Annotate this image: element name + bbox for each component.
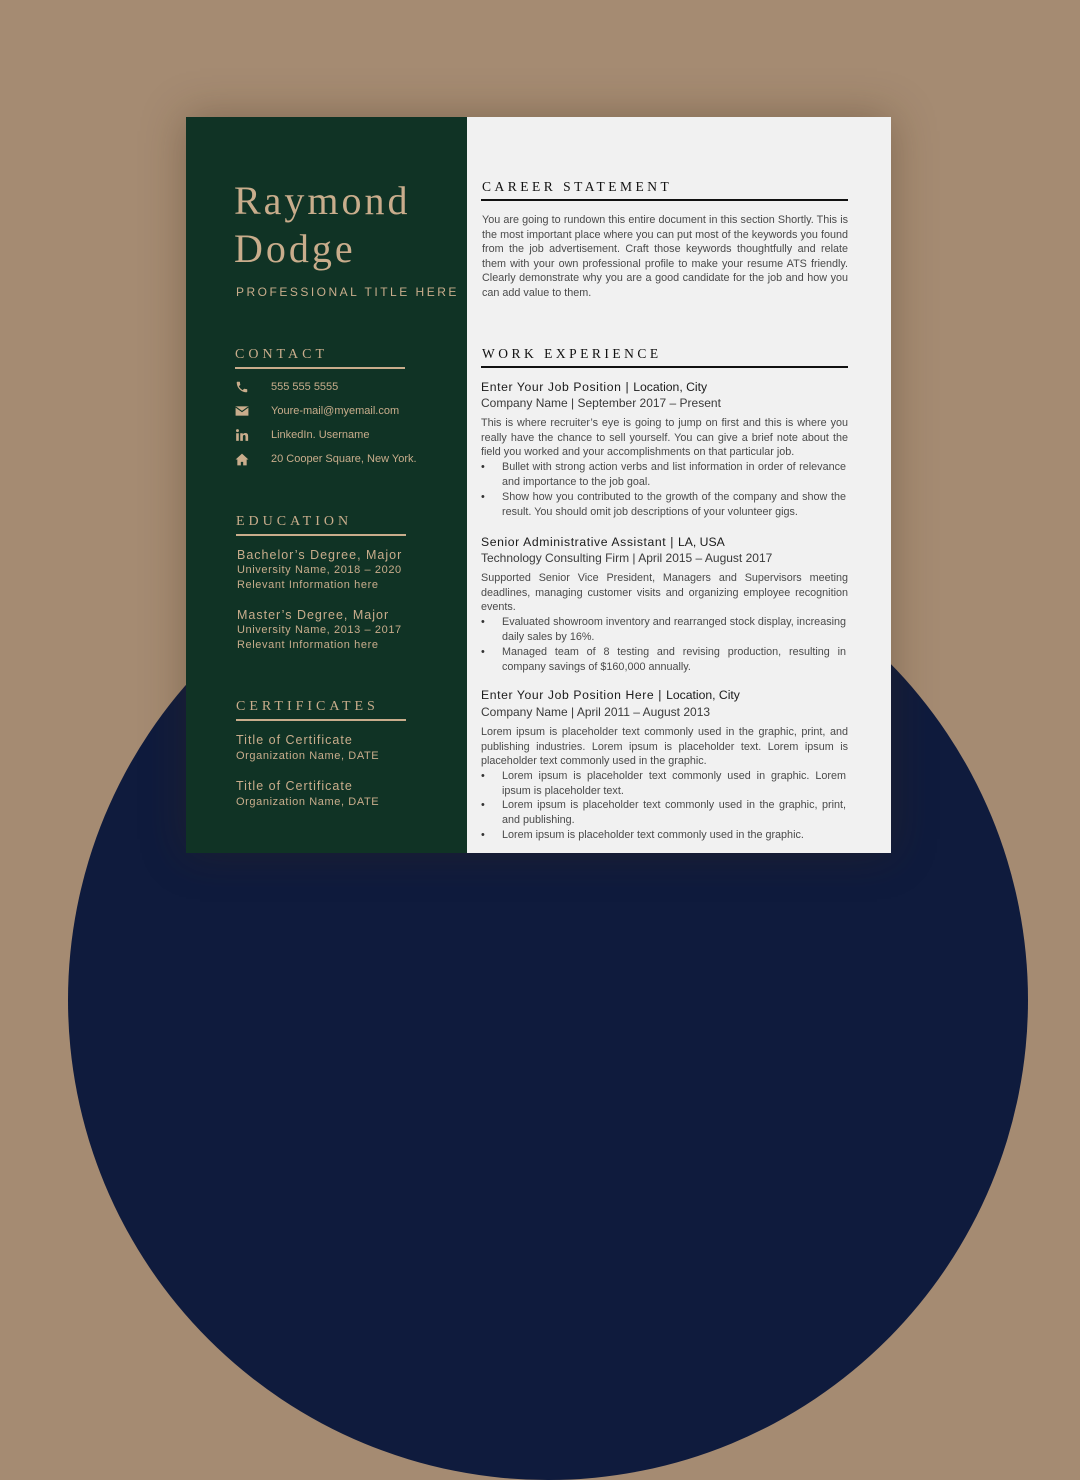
job-location: LA, USA xyxy=(678,535,725,549)
email-icon xyxy=(235,404,249,418)
linkedin-icon xyxy=(235,428,249,442)
job-bullet: • Bullet with strong action verbs and list information in order of relevance and importance to the job goal. xyxy=(502,460,846,489)
resume-sheet xyxy=(186,117,891,853)
contact-item-linkedin[interactable] xyxy=(235,427,370,443)
career-text: You are going to rundown this entire document in this section Shortly. This is the most important place where you can put most of the keywords you found from the job advertisement. Craft those keywords thoughtfully and relate them with your own professional profile to make your resume ATS friendly. Clearly demonstrate why you are a good candidate for the job and how you can add value to them. xyxy=(482,214,848,299)
job-bullet: • Lorem ipsum is placeholder text commonly used in graphic. Lorem ipsum is placeholder text. xyxy=(502,769,846,798)
contact-item-phone[interactable] xyxy=(235,379,339,395)
certificate-title: Title of Certificate xyxy=(236,733,353,747)
education-school: University Name, 2018 – 2020 xyxy=(237,564,402,576)
certificate-org: Organization Name, DATE xyxy=(236,750,380,762)
career-rule xyxy=(481,199,848,201)
main-content xyxy=(467,117,891,853)
job-bullet: • Lorem ipsum is placeholder text commonly used in the graphic, print, and publishing. xyxy=(502,798,846,827)
job-bullet: • Show how you contributed to the growth of the company and show the result. You should omit job descriptions of your volunteer gigs. xyxy=(502,490,846,519)
job-bullet: • Evaluated showroom inventory and rearranged stock display, increasing daily sales by 16%. xyxy=(502,615,846,644)
education-rule xyxy=(236,534,406,536)
contact-item-address[interactable] xyxy=(235,451,417,467)
experience-rule xyxy=(481,366,848,368)
contact-text: LinkedIn. Username xyxy=(271,429,370,441)
job-company: Company Name | September 2017 – Present xyxy=(481,396,721,410)
job-company: Company Name | April 2011 – August 2013 xyxy=(481,705,711,719)
job-title-line: Enter Your Job Position Here | Location, City xyxy=(481,688,740,702)
certificate-title: Title of Certificate xyxy=(236,779,353,793)
contact-rule xyxy=(235,367,405,369)
job-position: Enter Your Job Position Here xyxy=(481,688,655,702)
contact-heading: CONTACT xyxy=(235,347,328,362)
job-location: Location, City xyxy=(633,380,708,394)
contact-item-email[interactable] xyxy=(235,403,400,419)
job-summary: Lorem ipsum is placeholder text commonly used in the graphic, print, and publishing industries. Lorem ipsum is placeholder text. Lorem ipsum is placeholder text commonly used in the graphic. xyxy=(481,726,848,768)
contact-text: Youre-mail@myemail.com xyxy=(271,405,400,417)
certificate-org: Organization Name, DATE xyxy=(236,796,380,808)
education-heading: EDUCATION xyxy=(236,514,353,529)
job-location: Location, City xyxy=(666,688,740,702)
certificates-heading: CERTIFICATES xyxy=(236,699,379,714)
professional-title: PROFESSIONAL TITLE HERE xyxy=(236,285,459,299)
education-degree: Bachelor’s Degree, Major xyxy=(237,548,403,562)
job-title-line: Senior Administrative Assistant | LA, USA xyxy=(481,535,725,549)
job-bullet: • Managed team of 8 testing and revising production, resulting in company savings of $160,000 annually. xyxy=(502,645,846,674)
job-position: Enter Your Job Position xyxy=(481,380,622,394)
job-position: Senior Administrative Assistant xyxy=(481,535,667,549)
phone-icon xyxy=(235,380,249,394)
experience-heading: WORK EXPERIENCE xyxy=(482,346,662,361)
home-icon xyxy=(235,452,249,466)
job-title-line: Enter Your Job Position | Location, City xyxy=(481,380,708,394)
job-summary: This is where recruiter’s eye is going to jump on first and this is where you really have the chance to sell yourself. You can give a brief note about the field you worked and your accomplishments on that particular job. xyxy=(481,417,848,459)
education-degree: Master’s Degree, Major xyxy=(237,608,390,622)
contact-text: 20 Cooper Square, New York. xyxy=(271,453,417,465)
first-name: Raymond xyxy=(234,178,411,223)
sidebar xyxy=(186,117,467,853)
education-school: University Name, 2013 – 2017 xyxy=(237,624,402,636)
education-info: Relevant Information here xyxy=(237,639,379,651)
job-summary: Supported Senior Vice President, Managers and Supervisors meeting deadlines, managing customer visits and organizing employee recognition events. xyxy=(481,572,848,614)
job-company: Technology Consulting Firm | April 2015 – August 2017 xyxy=(481,551,773,565)
certificates-rule xyxy=(236,719,406,721)
job-bullet: • Lorem ipsum is placeholder text commonly used in the graphic. xyxy=(502,828,846,843)
last-name: Dodge xyxy=(234,226,356,271)
contact-text: 555 555 5555 xyxy=(271,381,339,393)
education-info: Relevant Information here xyxy=(237,579,379,591)
career-heading: CAREER STATEMENT xyxy=(482,179,673,194)
